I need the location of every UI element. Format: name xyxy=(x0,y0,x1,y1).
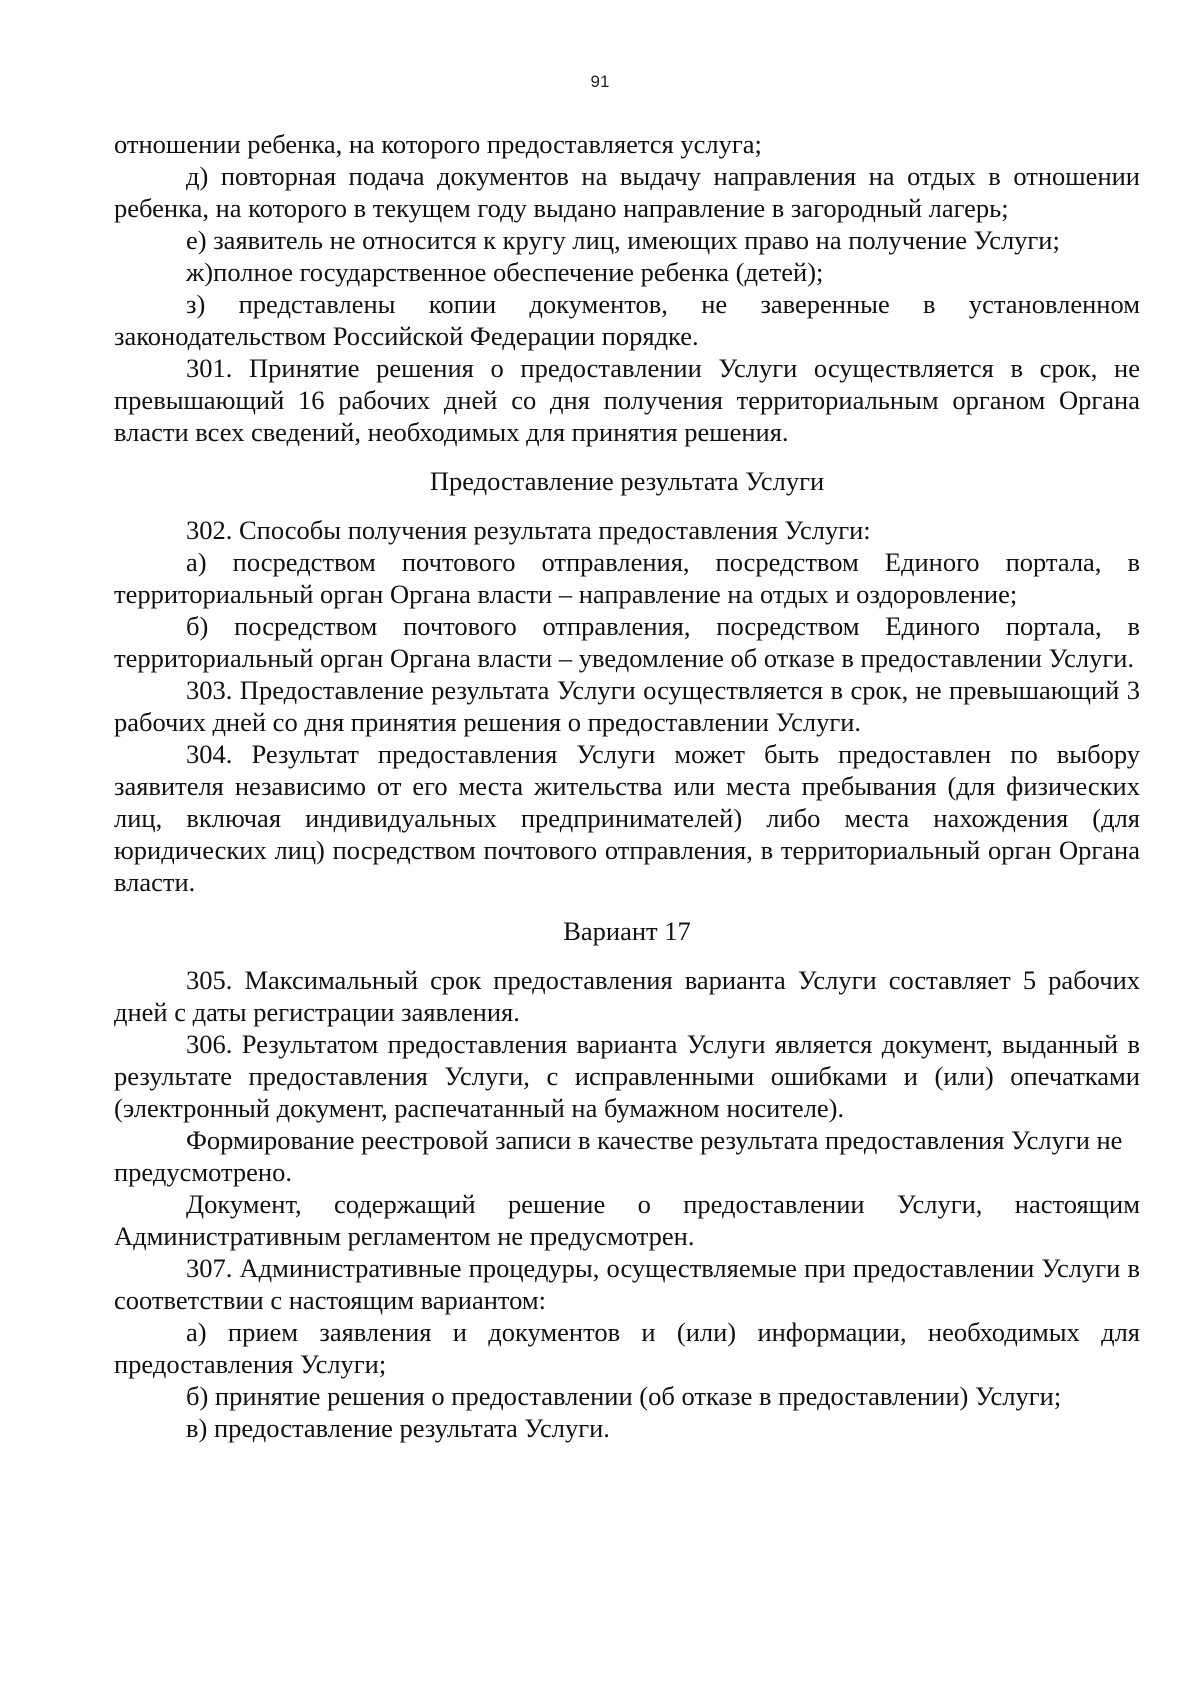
paragraph-307: 307. Административные процедуры, осуществляемые при предоставлении Услуги в соответствии с настоящим вариантом: xyxy=(114,1253,1140,1315)
paragraph-item-zh: ж)полное государственное обеспечение ребенка (детей); xyxy=(186,257,824,287)
paragraph-301: 301. Принятие решения о предоставлении Услуги осуществляется в срок, не превышающий 16 рабочих дней со дня получения территориальным органом Органа власти всех сведений, необходимых для принятия решения. xyxy=(114,353,1140,447)
paragraph-307-a: а) прием заявления и документов и (или) информации, необходимых для предоставления Услуги; xyxy=(114,1317,1140,1379)
paragraph-307-b: б) принятие решения о предоставлении (об отказе в предоставлении) Услуги; xyxy=(186,1381,1062,1411)
paragraph-continuation: отношении ребенка, на которого предоставляется услуга; xyxy=(114,129,762,159)
document-body xyxy=(114,128,1140,1444)
paragraph-307-v: в) предоставление результата Услуги. xyxy=(186,1413,610,1443)
paragraph-306: 306. Результатом предоставления варианта Услуги является документ, выданный в результате предоставления Услуги, с исправленными ошибками и (или) опечатками (электронный документ, распечатанный на бумажном носителе). xyxy=(114,1029,1140,1123)
paragraph-305: 305. Максимальный срок предоставления варианта Услуги составляет 5 рабочих дней с даты регистрации заявления. xyxy=(114,965,1140,1027)
paragraph-302: 302. Способы получения результата предоставления Услуги: xyxy=(186,515,871,545)
paragraph-304: 304. Результат предоставления Услуги может быть предоставлен по выбору заявителя независимо от его места жительства или места пребывания (для физических лиц, включая индивидуальных предпринимателей) либо места нахождения (для юридических лиц) посредством почтового отправления, в территориальный орган Органа власти. xyxy=(114,739,1140,897)
paragraph-302-a: а) посредством почтового отправления, посредством Единого портала, в территориальный орган Органа власти – направление на отдых и оздоровление; xyxy=(114,547,1140,609)
section-heading-result: Предоставление результата Услуги xyxy=(429,466,825,496)
paragraph-303: 303. Предоставление результата Услуги осуществляется в срок, не превышающий 3 рабочих дней со дня принятия решения о предоставлении Услуги. xyxy=(114,675,1140,737)
paragraph-item-e: е) заявитель не относится к кругу лиц, имеющих право на получение Услуги; xyxy=(186,225,1060,255)
paragraph-302-b: б) посредством почтового отправления, посредством Единого портала, в территориальный орган Органа власти – уведомление об отказе в предоставлении Услуги. xyxy=(114,611,1140,673)
paragraph-decision-document: Документ, содержащий решение о предоставлении Услуги, настоящим Административным регламентом не предусмотрен. xyxy=(114,1189,1140,1251)
paragraph-registry-record: Формирование реестровой записи в качестве результата предоставления Услуги не предусмотрено. xyxy=(114,1125,1123,1187)
paragraph-item-d: д) повторная подача документов на выдачу направления на отдых в отношении ребенка, на которого в текущем году выдано направление в загородный лагерь; xyxy=(114,161,1140,223)
page-number: 91 xyxy=(590,72,610,91)
paragraph-item-z: з) представлены копии документов, не заверенные в установленном законодательством Российской Федерации порядке. xyxy=(114,289,1140,351)
section-heading-variant-17: Вариант 17 xyxy=(563,916,691,946)
